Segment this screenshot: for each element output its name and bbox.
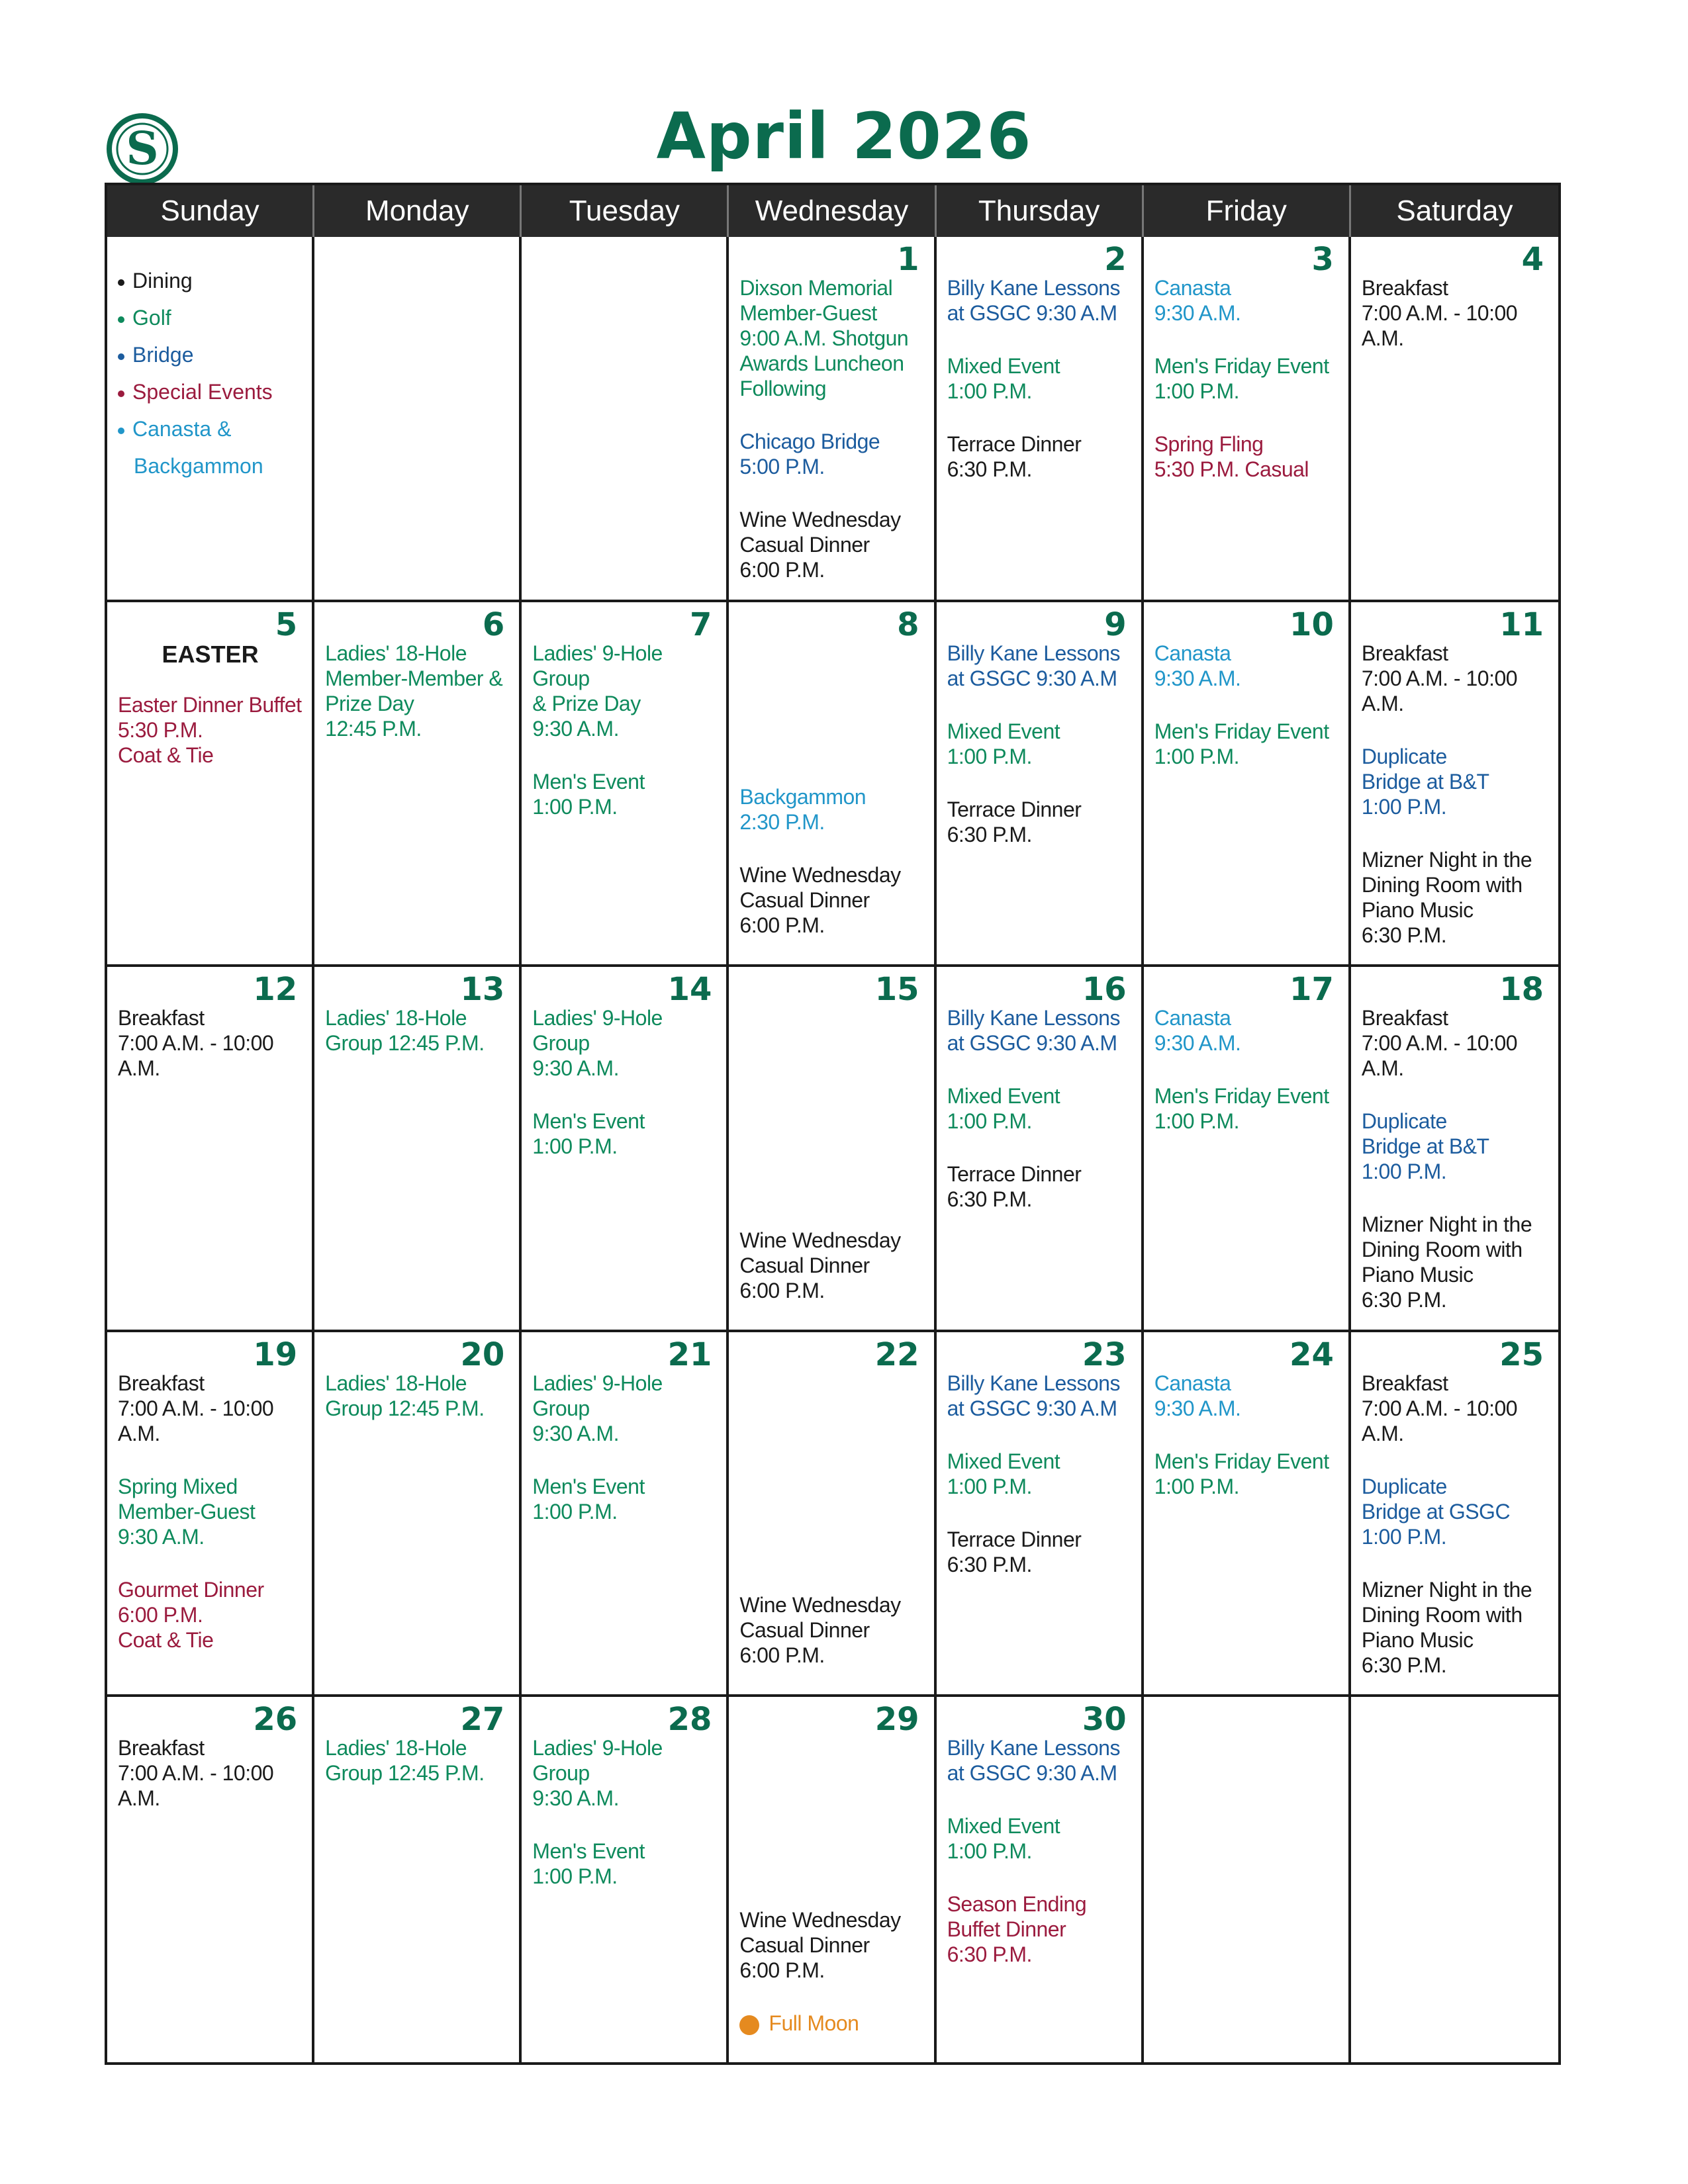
calendar-grid bbox=[107, 237, 1558, 2062]
event-item: Men's Friday Event 1:00 P.M. bbox=[1154, 719, 1329, 768]
day-number: 25 bbox=[1499, 1336, 1544, 1373]
event-item: Ladies' 9-Hole Group & Prize Day 9:30 A.M. bbox=[532, 641, 663, 741]
event-item: Breakfast 7:00 A.M. - 10:00 A.M. bbox=[118, 1006, 274, 1081]
event-list bbox=[739, 784, 927, 938]
day-cell-5 bbox=[107, 602, 314, 968]
event-list bbox=[1362, 641, 1549, 948]
event-item: Backgammon 2:30 P.M. bbox=[739, 785, 867, 835]
day-cell-25 bbox=[1351, 1332, 1558, 1698]
day-cell-1 bbox=[729, 237, 936, 602]
event-item: Wine Wednesday Casual Dinner 6:00 P.M. bbox=[739, 1228, 901, 1302]
event-item: Men's Event 1:00 P.M. bbox=[532, 1109, 645, 1159]
event-item: Ladies' 18-Hole Group 12:45 P.M. bbox=[325, 1736, 485, 1786]
day-number: 24 bbox=[1289, 1336, 1334, 1373]
full-moon-note: Full Moon bbox=[739, 2011, 927, 2036]
day-cell-24 bbox=[1144, 1332, 1351, 1698]
event-item: Men's Friday Event 1:00 P.M. bbox=[1154, 1449, 1329, 1498]
event-list bbox=[118, 692, 303, 768]
day-cell-9 bbox=[937, 602, 1144, 968]
event-item: Mixed Event 1:00 P.M. bbox=[947, 1814, 1060, 1864]
event-list bbox=[739, 1907, 927, 2036]
event-list bbox=[118, 1371, 303, 1653]
event-item: Terrace Dinner 6:30 P.M. bbox=[947, 432, 1082, 481]
event-item: Spring Mixed Member-Guest 9:30 A.M. bbox=[118, 1474, 256, 1549]
event-item: Wine Wednesday Casual Dinner 6:00 P.M. bbox=[739, 1593, 901, 1668]
event-item: Wine Wednesday Casual Dinner 6:00 P.M. bbox=[739, 863, 901, 938]
legend-item-canasta: Canasta & bbox=[118, 410, 303, 447]
day-cell-13 bbox=[314, 967, 522, 1332]
event-item: Chicago Bridge 5:00 P.M. bbox=[739, 430, 880, 478]
event-list bbox=[947, 641, 1132, 847]
event-list bbox=[1154, 1005, 1339, 1134]
day-number: 18 bbox=[1499, 971, 1544, 1009]
event-item: Mixed Event 1:00 P.M. bbox=[947, 719, 1060, 768]
event-item: Ladies' 9-Hole Group 9:30 A.M. bbox=[532, 1736, 663, 1811]
event-list bbox=[739, 275, 924, 582]
event-item: Men's Event 1:00 P.M. bbox=[532, 1839, 645, 1889]
weekday-wednesday: Wednesday bbox=[729, 185, 936, 237]
day-number: 21 bbox=[667, 1336, 712, 1373]
event-list bbox=[118, 1005, 303, 1081]
day-number: 26 bbox=[253, 1701, 298, 1739]
event-list bbox=[325, 1371, 510, 1421]
day-cell-15 bbox=[729, 967, 936, 1332]
day-cell-11 bbox=[1351, 602, 1558, 968]
event-item: Duplicate Bridge at B&T 1:00 P.M. bbox=[1361, 744, 1489, 819]
day-cell-10 bbox=[1144, 602, 1351, 968]
day-cell-22 bbox=[729, 1332, 936, 1698]
day-number: 1 bbox=[897, 241, 919, 278]
event-item: Men's Event 1:00 P.M. bbox=[532, 1474, 645, 1524]
day-number: 7 bbox=[690, 606, 712, 643]
event-item: Breakfast 7:00 A.M. - 10:00 A.M. bbox=[1361, 1006, 1518, 1081]
event-item: Billy Kane Lessons at GSGC 9:30 A.M bbox=[947, 276, 1120, 325]
day-number: 2 bbox=[1104, 241, 1127, 278]
month-calendar bbox=[105, 183, 1561, 2065]
day-number: 16 bbox=[1082, 971, 1127, 1009]
weekday-saturday: Saturday bbox=[1396, 195, 1513, 227]
day-cell-12 bbox=[107, 967, 314, 1332]
full-moon-icon bbox=[739, 2015, 759, 2035]
bullet-icon bbox=[118, 390, 124, 397]
event-list bbox=[947, 275, 1132, 482]
event-item: Mixed Event 1:00 P.M. bbox=[947, 1084, 1060, 1134]
page-title: April 2026 bbox=[656, 99, 1032, 173]
color-legend bbox=[118, 262, 303, 484]
event-item: Ladies' 18-Hole Member-Member & Prize Day 12:45 P.M. bbox=[325, 641, 503, 741]
event-item: Mizner Night in the Dining Room with Piano Music 6:30 P.M. bbox=[1361, 847, 1532, 947]
day-cell-17 bbox=[1144, 967, 1351, 1332]
event-list bbox=[947, 1735, 1132, 1967]
day-cell-4 bbox=[1351, 237, 1558, 602]
event-list bbox=[1154, 1371, 1339, 1499]
event-list bbox=[1154, 641, 1339, 769]
event-item: Men's Friday Event 1:00 P.M. bbox=[1154, 354, 1329, 403]
day-number: 15 bbox=[874, 971, 919, 1009]
weekday-sunday: Sunday bbox=[107, 185, 314, 237]
event-item: Wine Wednesday Casual Dinner 6:00 P.M. bbox=[739, 508, 901, 582]
legend-item-bridge: Bridge bbox=[118, 336, 303, 373]
event-item: Canasta 9:30 A.M. bbox=[1154, 1006, 1241, 1056]
event-list bbox=[1362, 1005, 1549, 1312]
day-cell-28 bbox=[522, 1697, 729, 2062]
event-item: Mixed Event 1:00 P.M. bbox=[947, 354, 1060, 403]
event-item: Terrace Dinner 6:30 P.M. bbox=[947, 1527, 1082, 1576]
event-item: Wine Wednesday Casual Dinner 6:00 P.M. bbox=[739, 1907, 901, 1982]
day-cell-2 bbox=[937, 237, 1144, 602]
day-number: 9 bbox=[1104, 606, 1127, 643]
event-item: Billy Kane Lessons at GSGC 9:30 A.M bbox=[947, 1736, 1120, 1786]
day-number: 10 bbox=[1289, 606, 1334, 643]
bullet-icon bbox=[118, 428, 124, 434]
event-item: Breakfast 7:00 A.M. - 10:00 A.M. bbox=[118, 1371, 274, 1445]
event-item: Terrace Dinner 6:30 P.M. bbox=[947, 1162, 1082, 1212]
day-cell-empty bbox=[314, 237, 522, 602]
event-item: Mixed Event 1:00 P.M. bbox=[947, 1449, 1060, 1498]
day-number: 23 bbox=[1082, 1336, 1127, 1373]
event-list bbox=[739, 1592, 927, 1668]
day-cell-21 bbox=[522, 1332, 729, 1698]
event-item: Dixson Memorial Member-Guest 9:00 A.M. Shotgun Awards Luncheon Following bbox=[739, 276, 909, 400]
weekday-friday: Friday bbox=[1144, 185, 1351, 237]
weekday-tuesday: Tuesday bbox=[522, 185, 729, 237]
event-item: Gourmet Dinner 6:00 P.M. Coat & Tie bbox=[118, 1577, 264, 1652]
day-number: 13 bbox=[460, 971, 505, 1009]
day-cell-20 bbox=[314, 1332, 522, 1698]
event-item: Billy Kane Lessons at GSGC 9:30 A.M bbox=[947, 1006, 1120, 1056]
day-number: 29 bbox=[874, 1701, 919, 1739]
event-item: Breakfast 7:00 A.M. - 10:00 A.M. bbox=[1361, 276, 1518, 350]
day-cell-14 bbox=[522, 967, 729, 1332]
event-item: Billy Kane Lessons at GSGC 9:30 A.M bbox=[947, 1371, 1120, 1420]
day-cell-empty bbox=[522, 237, 729, 602]
day-cell-30 bbox=[937, 1697, 1144, 2062]
day-number: 20 bbox=[460, 1336, 505, 1373]
event-list bbox=[325, 641, 510, 741]
holiday-label: EASTER bbox=[162, 640, 259, 668]
event-item: Mizner Night in the Dining Room with Piano Music 6:30 P.M. bbox=[1361, 1212, 1532, 1312]
event-item: Ladies' 18-Hole Group 12:45 P.M. bbox=[325, 1006, 485, 1056]
day-cell-29 bbox=[729, 1697, 936, 2062]
day-number: 17 bbox=[1289, 971, 1334, 1009]
day-cell-empty bbox=[1351, 1697, 1558, 2062]
bullet-icon bbox=[118, 353, 124, 360]
weekday-header bbox=[107, 185, 1558, 237]
event-item: Season Ending Buffet Dinner 6:30 P.M. bbox=[947, 1892, 1087, 1967]
event-item: Men's Event 1:00 P.M. bbox=[532, 769, 645, 819]
day-cell-6 bbox=[314, 602, 522, 968]
event-item: Mizner Night in the Dining Room with Piano Music 6:30 P.M. bbox=[1361, 1577, 1532, 1677]
legend-item-backgammon: Backgammon bbox=[134, 454, 263, 478]
event-item: Canasta 9:30 A.M. bbox=[1154, 276, 1241, 325]
event-item: Ladies' 9-Hole Group 9:30 A.M. bbox=[532, 1006, 663, 1081]
day-cell-8 bbox=[729, 602, 936, 968]
event-item: Duplicate Bridge at GSGC 1:00 P.M. bbox=[1361, 1474, 1511, 1549]
event-list bbox=[532, 641, 717, 819]
event-item: Canasta 9:30 A.M. bbox=[1154, 641, 1241, 690]
event-item: Breakfast 7:00 A.M. - 10:00 A.M. bbox=[1361, 641, 1518, 715]
weekday-monday: Monday bbox=[314, 185, 522, 237]
day-cell-7 bbox=[522, 602, 729, 968]
day-cell-3 bbox=[1144, 237, 1351, 602]
day-number: 3 bbox=[1311, 241, 1334, 278]
day-cell-23 bbox=[937, 1332, 1144, 1698]
day-cell-empty bbox=[1144, 1697, 1351, 2062]
day-cell-19 bbox=[107, 1332, 314, 1698]
event-list bbox=[739, 1228, 927, 1303]
event-list bbox=[1362, 275, 1549, 351]
event-list bbox=[532, 1005, 717, 1159]
day-cell-27 bbox=[314, 1697, 522, 2062]
bullet-icon bbox=[118, 316, 124, 323]
day-cell-26 bbox=[107, 1697, 314, 2062]
bullet-icon bbox=[118, 279, 124, 286]
day-number: 28 bbox=[667, 1701, 712, 1739]
event-list bbox=[1154, 275, 1339, 482]
day-number: 30 bbox=[1082, 1701, 1127, 1739]
event-list bbox=[947, 1371, 1132, 1577]
legend-cell bbox=[107, 237, 314, 602]
event-list bbox=[532, 1371, 717, 1524]
day-number: 19 bbox=[253, 1336, 298, 1373]
event-list bbox=[325, 1735, 510, 1786]
day-number: 22 bbox=[874, 1336, 919, 1373]
day-number: 5 bbox=[275, 606, 298, 643]
day-number: 27 bbox=[460, 1701, 505, 1739]
legend-item-special-events: Special Events bbox=[118, 373, 303, 410]
day-cell-18 bbox=[1351, 967, 1558, 1332]
event-list bbox=[947, 1005, 1132, 1212]
day-cell-16 bbox=[937, 967, 1144, 1332]
legend-item-dining: Dining bbox=[118, 262, 303, 299]
event-list bbox=[118, 1735, 303, 1811]
event-item: Ladies' 9-Hole Group 9:30 A.M. bbox=[532, 1371, 663, 1445]
event-list bbox=[1362, 1371, 1549, 1678]
event-item: Ladies' 18-Hole Group 12:45 P.M. bbox=[325, 1371, 485, 1420]
event-item: Terrace Dinner 6:30 P.M. bbox=[947, 797, 1082, 846]
weekday-thursday: Thursday bbox=[937, 185, 1144, 237]
event-item: Men's Friday Event 1:00 P.M. bbox=[1154, 1084, 1329, 1134]
legend-item-golf: Golf bbox=[118, 299, 303, 336]
day-number: 14 bbox=[667, 971, 712, 1009]
event-item: Canasta 9:30 A.M. bbox=[1154, 1371, 1241, 1420]
event-list bbox=[325, 1005, 510, 1056]
event-item: Breakfast 7:00 A.M. - 10:00 A.M. bbox=[118, 1736, 274, 1811]
event-list bbox=[532, 1735, 717, 1889]
day-number: 8 bbox=[897, 606, 919, 643]
event-item: Duplicate Bridge at B&T 1:00 P.M. bbox=[1361, 1109, 1489, 1184]
event-item: Breakfast 7:00 A.M. - 10:00 A.M. bbox=[1361, 1371, 1518, 1445]
logo-letter: S bbox=[126, 122, 159, 175]
day-number: 4 bbox=[1521, 241, 1544, 278]
event-item: Spring Fling 5:30 P.M. Casual bbox=[1154, 432, 1309, 481]
day-number: 6 bbox=[482, 606, 505, 643]
event-item: Billy Kane Lessons at GSGC 9:30 A.M bbox=[947, 641, 1120, 690]
event-item: Easter Dinner Buffet 5:30 P.M. Coat & Tie bbox=[118, 692, 302, 767]
day-number: 12 bbox=[253, 971, 298, 1009]
day-number: 11 bbox=[1499, 606, 1544, 643]
